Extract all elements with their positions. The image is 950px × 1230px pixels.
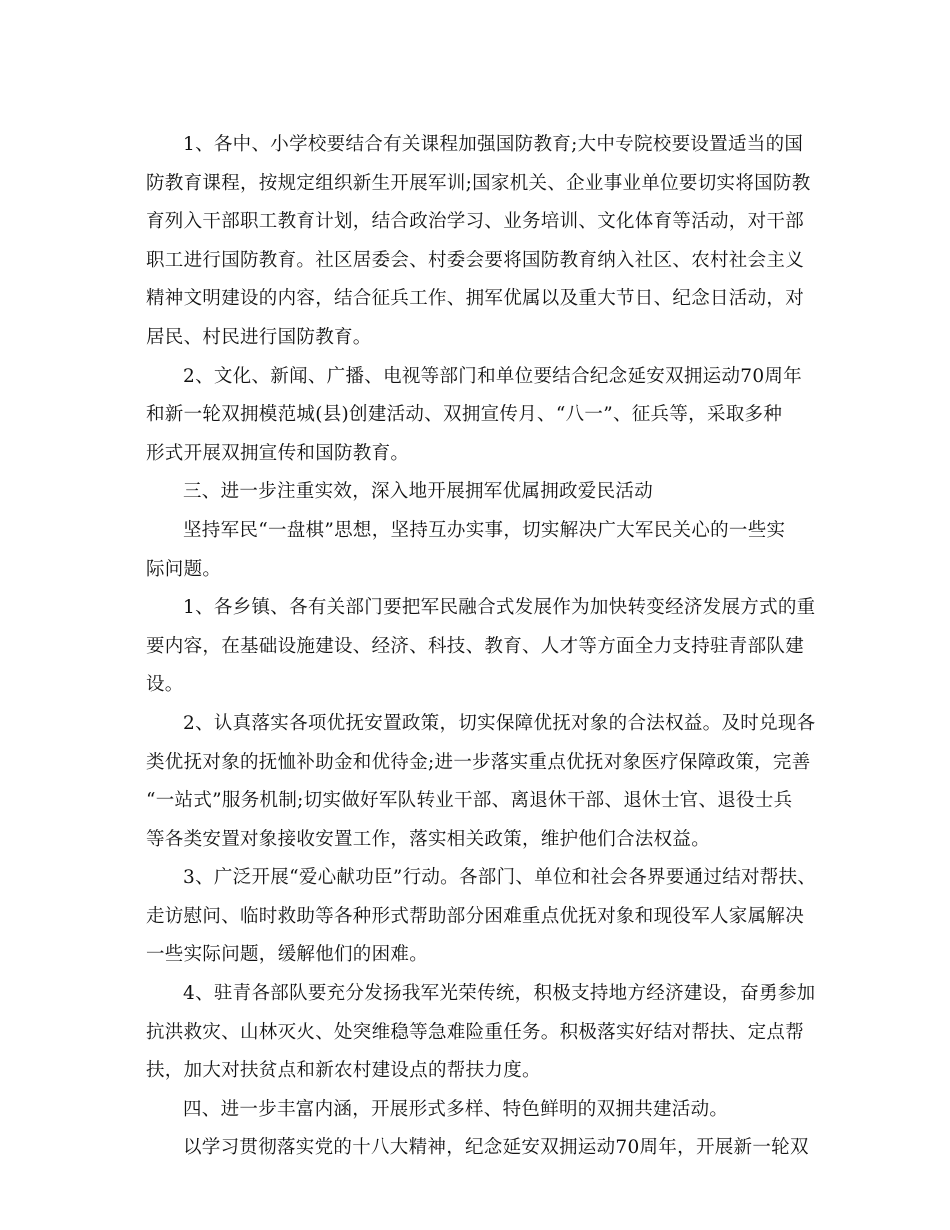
text-line: 走访慰问、临时救助等各种形式帮助部分困难重点优抚对象和现役军人家属解决: [146, 905, 805, 927]
text-line: 三、进一步注重实效，深入地开展拥军优属拥政爱民活动: [183, 481, 654, 503]
text-line: 抗洪救灾、山林灭火、处突维稳等急难险重任务。积极落实好结对帮扶、定点帮: [146, 1021, 805, 1043]
text-line: 扶，加大对扶贫点和新农村建设点的帮扶力度。: [146, 1060, 541, 1082]
text-line: 一些实际问题，缓解他们的困难。: [146, 944, 429, 966]
text-line: 设。: [146, 674, 184, 696]
text-line: 居民、村民进行国防教育。: [146, 326, 372, 348]
text-line: 职工进行国防教育。社区居委会、村委会要将国防教育纳入社区、农村社会主义: [146, 249, 805, 271]
text-line: 坚持军民“一盘棋”思想，坚持互办实事，切实解决广大军民关心的一些实: [183, 519, 786, 541]
text-line: 形式开展双拥宣传和国防教育。: [146, 442, 410, 464]
text-line: 1、各中、小学校要结合有关课程加强国防教育;大中专院校要设置适当的国: [183, 134, 804, 155]
text-line: 精神文明建设的内容，结合征兵工作、拥军优属以及重大节日、纪念日活动，对: [146, 288, 805, 310]
text-line: 4、驻青各部队要充分发扬我军光荣传统，积极支持地方经济建设，奋勇参加: [183, 983, 816, 1005]
text-line: 育列入干部职工教育计划，结合政治学习、业务培训、文化体育等活动，对干部: [146, 211, 805, 233]
text-line: 2、认真落实各项优抚安置政策，切实保障优抚对象的合法权益。及时兑现各: [183, 712, 816, 734]
text-line: 等各类安置对象接收安置工作，落实相关政策，维护他们合法权益。: [146, 828, 711, 850]
text-line: 3、广泛开展“爱心献功臣”行动。各部门、单位和社会各界要通过结对帮扶、: [183, 867, 817, 889]
text-line: 四、进一步丰富内涵，开展形式多样、特色鲜明的双拥共建活动。: [183, 1098, 729, 1120]
text-line: 1、各乡镇、各有关部门要把军民融合式发展作为加快转变经济发展方式的重: [183, 597, 816, 619]
text-line: 2、文化、新闻、广播、电视等部门和单位要结合纪念延安双拥运动70周年: [183, 365, 803, 387]
document-body: [146, 126, 826, 1168]
text-line: 以学习贯彻落实党的十八大精神，纪念延安双拥运动70周年，开展新一轮双: [183, 1137, 809, 1159]
text-line: 类优抚对象的抚恤补助金和优待金;进一步落实重点优抚对象医疗保障政策，完善: [146, 751, 811, 773]
text-line: 要内容，在基础设施建设、经济、科技、教育、人才等方面全力支持驻青部队建: [146, 635, 805, 657]
text-line: “一站式”服务机制;切实做好军队转业干部、离退休干部、退休士官、退役士兵: [146, 790, 793, 812]
text-line: 防教育课程，按规定组织新生开展军训;国家机关、企业事业单位要切实将国防教: [146, 172, 811, 194]
text-line: 际问题。: [146, 558, 222, 580]
text-line: 和新一轮双拥模范城(县)创建活动、双拥宣传月、“八一”、征兵等，采取多种: [146, 404, 783, 426]
